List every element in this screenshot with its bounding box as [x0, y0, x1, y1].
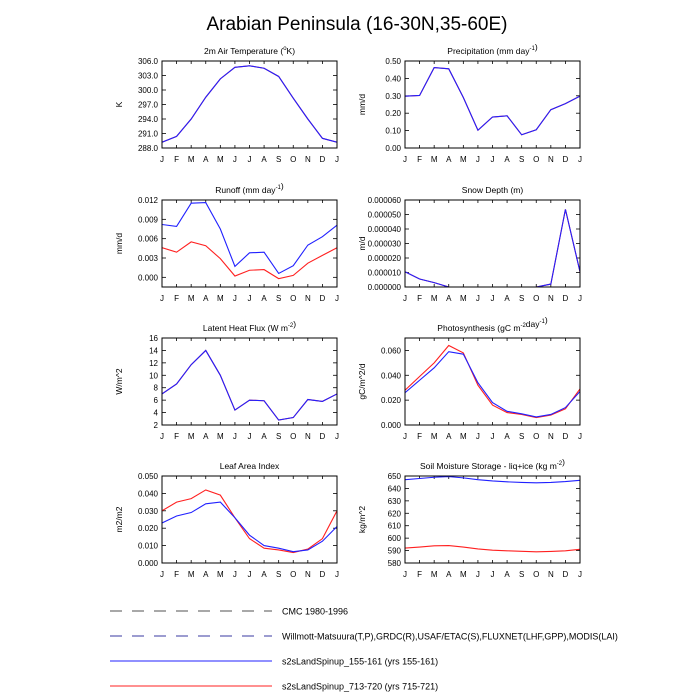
y-tick-label: 2 — [153, 421, 158, 430]
y-tick-label: 0.012 — [137, 196, 158, 205]
x-tick-label: S — [275, 432, 282, 441]
x-tick-label: J — [247, 294, 252, 303]
plot-frame — [162, 476, 337, 563]
x-tick-label: S — [275, 155, 282, 164]
y-tick-label: 0.030 — [137, 506, 158, 516]
series-line-red — [405, 345, 580, 417]
legend-label: CMC 1980-1996 — [282, 606, 349, 617]
y-tick-label: 14 — [149, 346, 158, 356]
series-line-blue — [405, 68, 580, 135]
series-line-blue — [405, 209, 580, 287]
x-tick-label: D — [319, 155, 326, 164]
x-tick-label: M — [187, 294, 195, 303]
legend-entry — [110, 607, 348, 617]
y-tick-label: 0.006 — [137, 234, 158, 244]
y-tick-label: 6 — [153, 396, 158, 406]
x-tick-label: S — [518, 294, 525, 303]
y-axis-label: mm/d — [114, 232, 124, 255]
series-line-red — [162, 66, 337, 142]
chart-panel — [114, 319, 339, 441]
y-tick-label: 0.009 — [137, 215, 158, 225]
y-tick-label: 10 — [149, 371, 158, 381]
y-tick-label: 12 — [149, 358, 158, 368]
series-line-blue — [162, 66, 337, 142]
legend — [110, 607, 618, 692]
legend-label: s2sLandSpinup_713-720 (yrs 715-721) — [282, 681, 439, 692]
y-tick-label: 0.10 — [385, 126, 401, 136]
chart-title: Runoff (mm day$^{-1}$) — [215, 181, 284, 195]
y-tick-label: 0.050 — [137, 472, 158, 481]
x-tick-label: A — [446, 155, 452, 164]
chart-title: Snow Depth (m) — [461, 185, 524, 195]
y-tick-label: 0.000 — [137, 273, 158, 283]
x-tick-label: J — [160, 570, 164, 579]
chart-panel — [114, 46, 339, 164]
x-tick-label: J — [475, 294, 480, 303]
x-tick-label: F — [174, 294, 180, 303]
legend-entry — [110, 632, 618, 642]
x-tick-label: A — [261, 155, 267, 164]
y-axis-label: m/d — [357, 236, 367, 251]
series-line-red — [405, 209, 580, 287]
figure-title: Arabian Peninsula (16-30N,35-60E) — [206, 14, 508, 35]
y-tick-label: 0.000040 — [367, 225, 401, 234]
x-tick-label: D — [319, 432, 326, 441]
x-tick-label: O — [290, 294, 297, 303]
y-tick-label: 0.010 — [137, 541, 158, 551]
y-tick-label: 300.0 — [137, 86, 158, 95]
x-tick-label: J — [232, 432, 237, 441]
y-tick-label: 630 — [387, 496, 401, 506]
y-tick-label: 0.000 — [380, 421, 401, 430]
x-tick-label: J — [247, 155, 252, 164]
x-tick-label: O — [290, 570, 297, 579]
x-tick-label: J — [403, 432, 407, 441]
x-tick-label: J — [403, 155, 407, 164]
x-tick-label: J — [578, 570, 582, 579]
y-tick-label: 0.000020 — [367, 254, 401, 263]
x-tick-label: M — [216, 294, 224, 303]
y-tick-label: 0.000 — [137, 559, 158, 568]
y-tick-label: 590 — [387, 546, 401, 556]
x-tick-label: N — [547, 432, 554, 441]
x-tick-label: J — [335, 294, 339, 303]
x-tick-label: S — [518, 155, 525, 164]
chart-title: Soil Moisture Storage - liq+ice (kg $m^{-2}$) — [420, 457, 565, 471]
y-tick-label: 0.060 — [380, 346, 401, 356]
y-tick-label: 0.50 — [385, 57, 401, 66]
x-tick-label: J — [490, 155, 495, 164]
series-line-blue — [162, 203, 337, 274]
x-tick-label: A — [446, 294, 452, 303]
x-tick-label: F — [417, 570, 423, 579]
x-tick-label: M — [459, 432, 467, 441]
y-tick-label: 291.0 — [137, 129, 158, 139]
y-tick-label: 0.000030 — [367, 239, 401, 249]
legend-label: Willmott-Matsuura(T,P),GRDC(R),USAF/ETAC(S),FLUXNET(LHF,GPP),MODIS(LAI) — [282, 631, 618, 642]
x-tick-label: S — [275, 570, 282, 579]
x-tick-label: J — [578, 155, 582, 164]
series-line-blue — [162, 350, 337, 420]
chart-panel — [357, 42, 582, 164]
y-tick-label: 0.20 — [385, 109, 401, 119]
y-tick-label: 0.040 — [380, 371, 401, 381]
x-tick-label: F — [417, 155, 423, 164]
x-tick-label: A — [504, 432, 510, 441]
chart-title: Latent Heat Flux (W $m^{-2}$) — [202, 319, 297, 333]
x-tick-label: O — [533, 155, 540, 164]
chart-panel — [114, 181, 339, 303]
y-tick-label: 0.040 — [137, 489, 158, 499]
x-tick-label: F — [417, 432, 423, 441]
x-tick-label: A — [446, 432, 452, 441]
x-tick-label: A — [203, 155, 209, 164]
x-tick-label: A — [203, 570, 209, 579]
x-tick-label: O — [533, 570, 540, 579]
x-tick-label: D — [562, 155, 569, 164]
x-tick-label: F — [174, 155, 180, 164]
x-tick-label: S — [518, 432, 525, 441]
x-tick-label: O — [533, 432, 540, 441]
y-axis-label: W/m^2 — [114, 368, 124, 395]
x-tick-label: D — [562, 432, 569, 441]
x-tick-label: D — [319, 294, 326, 303]
x-tick-label: M — [216, 432, 224, 441]
y-axis-label: K — [114, 101, 124, 108]
chart-panel — [114, 461, 339, 579]
y-tick-label: 16 — [149, 334, 158, 343]
y-tick-label: 0.020 — [380, 396, 401, 406]
x-tick-label: M — [430, 570, 438, 579]
x-tick-label: J — [335, 570, 339, 579]
y-tick-label: 294.0 — [137, 115, 158, 124]
y-tick-label: 0.000000 — [367, 283, 401, 292]
x-tick-label: O — [290, 155, 297, 164]
y-tick-label: 288.0 — [137, 144, 158, 153]
x-tick-label: A — [504, 294, 510, 303]
y-tick-label: 650 — [387, 472, 401, 481]
y-tick-label: 580 — [387, 559, 401, 568]
y-tick-label: 306.0 — [137, 57, 158, 66]
chart-title: Leaf Area Index — [219, 461, 280, 471]
plot-frame — [162, 338, 337, 425]
x-tick-label: F — [417, 294, 423, 303]
plot-frame — [405, 200, 580, 287]
x-tick-label: J — [490, 570, 495, 579]
series-line-blue — [162, 502, 337, 552]
series-line-blue — [405, 352, 580, 417]
y-tick-label: 0.30 — [385, 91, 401, 101]
x-tick-label: F — [174, 570, 180, 579]
x-tick-label: N — [304, 432, 311, 441]
x-tick-label: N — [547, 294, 554, 303]
y-tick-label: 303.0 — [137, 71, 158, 81]
x-tick-label: M — [430, 294, 438, 303]
x-tick-label: A — [261, 432, 267, 441]
x-tick-label: J — [490, 294, 495, 303]
chart-title: Precipitation (mm day$^{-1}$) — [447, 42, 538, 56]
y-tick-label: 0.000050 — [367, 210, 401, 220]
x-tick-label: M — [459, 155, 467, 164]
x-tick-label: O — [290, 432, 297, 441]
x-tick-label: J — [232, 294, 237, 303]
x-tick-label: J — [578, 294, 582, 303]
x-tick-label: M — [430, 432, 438, 441]
x-tick-label: J — [403, 570, 407, 579]
series-line-red — [162, 242, 337, 279]
x-tick-label: J — [160, 155, 164, 164]
plot-frame — [405, 338, 580, 425]
legend-entry — [110, 657, 438, 667]
x-tick-label: A — [446, 570, 452, 579]
chart-title: 2m Air Temperature ($^o$K) — [203, 46, 296, 56]
chart-panel — [357, 185, 582, 303]
x-tick-label: M — [216, 155, 224, 164]
x-tick-label: D — [319, 570, 326, 579]
x-tick-label: A — [261, 294, 267, 303]
y-tick-label: 297.0 — [137, 100, 158, 110]
x-tick-label: M — [187, 155, 195, 164]
x-tick-label: M — [459, 570, 467, 579]
x-tick-label: N — [304, 294, 311, 303]
x-tick-label: A — [504, 155, 510, 164]
x-tick-label: O — [533, 294, 540, 303]
x-tick-label: D — [562, 570, 569, 579]
x-tick-label: J — [475, 570, 480, 579]
x-tick-label: M — [187, 432, 195, 441]
series-line-red — [405, 546, 580, 552]
x-tick-label: J — [232, 570, 237, 579]
x-tick-label: N — [547, 155, 554, 164]
x-tick-label: N — [304, 570, 311, 579]
x-tick-label: J — [335, 432, 339, 441]
x-tick-label: J — [578, 432, 582, 441]
y-tick-label: 610 — [387, 521, 401, 531]
y-axis-label: gC/m^2/d — [357, 363, 367, 400]
x-tick-label: M — [430, 155, 438, 164]
series-line-red — [405, 68, 580, 135]
series-line-red — [162, 350, 337, 420]
x-tick-label: N — [304, 155, 311, 164]
legend-entry — [110, 682, 438, 692]
x-tick-label: J — [403, 294, 407, 303]
y-tick-label: 0.000060 — [367, 196, 401, 205]
x-tick-label: S — [518, 570, 525, 579]
y-tick-label: 600 — [387, 534, 401, 544]
chart-title: Photosynthesis (gC $m^{-2}day^{-1}$) — [437, 315, 548, 333]
x-tick-label: J — [247, 432, 252, 441]
chart-panel — [357, 315, 582, 441]
legend-label: s2sLandSpinup_155-161 (yrs 155-161) — [282, 656, 439, 667]
x-tick-label: D — [562, 294, 569, 303]
y-tick-label: 4 — [153, 408, 158, 418]
x-tick-label: J — [475, 432, 480, 441]
x-tick-label: A — [203, 432, 209, 441]
chart-panels — [114, 42, 582, 579]
plot-frame — [162, 61, 337, 148]
x-tick-label: J — [232, 155, 237, 164]
y-axis-label: mm/d — [357, 93, 367, 116]
x-tick-label: M — [459, 294, 467, 303]
x-tick-label: J — [160, 432, 164, 441]
series-line-red — [162, 490, 337, 553]
y-axis-label: kg/m^2 — [357, 505, 367, 534]
x-tick-label: M — [187, 570, 195, 579]
x-tick-label: M — [216, 570, 224, 579]
y-tick-label: 0.003 — [137, 254, 158, 263]
y-tick-label: 0.000010 — [367, 268, 401, 278]
y-tick-label: 0.40 — [385, 74, 401, 84]
x-tick-label: F — [174, 432, 180, 441]
x-tick-label: J — [475, 155, 480, 164]
x-tick-label: J — [335, 155, 339, 164]
x-tick-label: J — [490, 432, 495, 441]
y-tick-label: 640 — [387, 484, 401, 494]
x-tick-label: A — [203, 294, 209, 303]
y-tick-label: 620 — [387, 509, 401, 519]
x-tick-label: A — [504, 570, 510, 579]
y-tick-label: 0.020 — [137, 524, 158, 534]
x-tick-label: J — [160, 294, 164, 303]
y-tick-label: 0.00 — [385, 144, 401, 153]
y-tick-label: 8 — [153, 383, 158, 393]
y-axis-label: m2/m2 — [114, 506, 124, 533]
x-tick-label: N — [547, 570, 554, 579]
x-tick-label: S — [275, 294, 282, 303]
x-tick-label: A — [261, 570, 267, 579]
chart-panel — [357, 457, 582, 579]
x-tick-label: J — [247, 570, 252, 579]
